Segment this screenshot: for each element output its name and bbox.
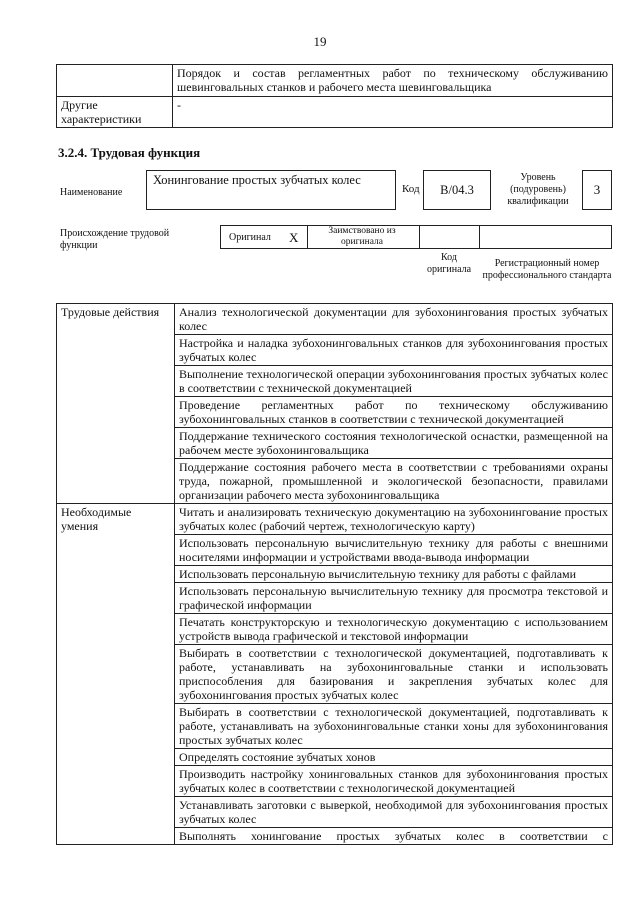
code-label: Код: [402, 183, 420, 195]
skill-item: Выполнять хонингование простых зубчатых колес в соответствии с: [175, 828, 613, 845]
main-table: [56, 303, 613, 845]
origin-divider: [419, 226, 420, 248]
skill-item: Печатать конструкторскую и технологическую документацию с использованием устройств вывода графической и текстовой информации: [175, 614, 613, 645]
skill-item: Использовать персональную вычислительную технику для работы с файлами: [175, 566, 613, 583]
skill-item: Читать и анализировать техническую документацию на зубохонингование простых зубчатых колес (рабочий чертеж, технологическую карту): [175, 504, 613, 535]
page-number: 19: [313, 34, 327, 49]
origin-label: Происхождение трудовой функции: [60, 228, 170, 251]
skill-item: Выбирать в соответствии с технологической документацией, подготавливать к работе, устанавливать на зубохонинговальные станки и использовать приспособления для базирования и закрепления зубчатых колес для зубохонингования простых зубчатых колес: [175, 645, 613, 704]
origin-box: [220, 225, 612, 249]
code-value: B/04.3: [423, 170, 491, 210]
skill-item: Устанавливать заготовки с выверкой, необходимой для зубохонингования простых зубчатых колес: [175, 797, 613, 828]
labor-action-item: Поддержание состояния рабочего места в соответствии с требованиями охраны труда, пожарной, промышленной и экологической безопасности, правилами организации рабочего места зубохонинговальщика: [175, 459, 613, 504]
other-characteristics-value: -: [173, 97, 613, 128]
skill-item: Использовать персональную вычислительную технику для просмотра текстовой и графической информации: [175, 583, 613, 614]
section-title: 3.2.4. Трудовая функция: [58, 145, 201, 160]
reg-number-label: Регистрационный номер профессионального стандарта: [482, 258, 612, 281]
borrowed-label: Заимствовано из оригинала: [328, 226, 396, 247]
skill-item: Определять состояние зубчатых хонов: [175, 749, 613, 766]
top-table-row1-text: Порядок и состав регламентных работ по техническому обслуживанию шевинговальных станков и рабочего места шевинговальщика: [173, 65, 613, 97]
original-label: Оригинал: [229, 232, 271, 243]
skill-item: Выбирать в соответствии с технологической документацией, подготавливать к работе, устанавливать на зубохонинговальные станки хоны для зубохонингования простых зубчатых колес: [175, 704, 613, 749]
skill-item: Использовать персональную вычислительную технику для работы с внешними носителями информации и устройствами ввода-вывода информации: [175, 535, 613, 566]
name-value: Хонингование простых зубчатых колес: [146, 170, 396, 210]
skill-item: Производить настройку хонинговальных станков для зубохонингования простых зубчатых колес в соответствии с технологической документацией: [175, 766, 613, 797]
level-value: 3: [582, 170, 612, 210]
origin-divider: [307, 226, 308, 248]
origin-divider: [479, 226, 480, 248]
name-label: Наименование: [60, 187, 123, 198]
top-table-empty-cell: [57, 65, 173, 97]
labor-action-item: Настройка и наладка зубохонинговальных станков для зубохонингования простых зубчатых колес: [175, 335, 613, 366]
labor-action-item: Выполнение технологической операции зубохонингования простых зубчатых колес в соответствии с технической документацией: [175, 366, 613, 397]
top-table: [56, 64, 613, 128]
level-label: Уровень (подуровень) квалификации: [507, 172, 569, 207]
code-original-label: Код оригинала: [426, 252, 472, 275]
labor-action-item: Проведение регламентных работ по техническому обслуживанию зубохонинговальных станков в соответствии с технической документацией: [175, 397, 613, 428]
skills-label: Необходимые умения: [57, 504, 175, 845]
labor-action-item: Поддержание технического состояния технологической оснастки, размещенной на рабочем месте зубохонинговальщика: [175, 428, 613, 459]
other-characteristics-label: Другие характеристики: [57, 97, 173, 128]
labor-actions-label: Трудовые действия: [57, 304, 175, 504]
original-mark: X: [289, 230, 299, 245]
labor-action-item: Анализ технологической документации для зубохонингования простых зубчатых колес: [175, 304, 613, 335]
